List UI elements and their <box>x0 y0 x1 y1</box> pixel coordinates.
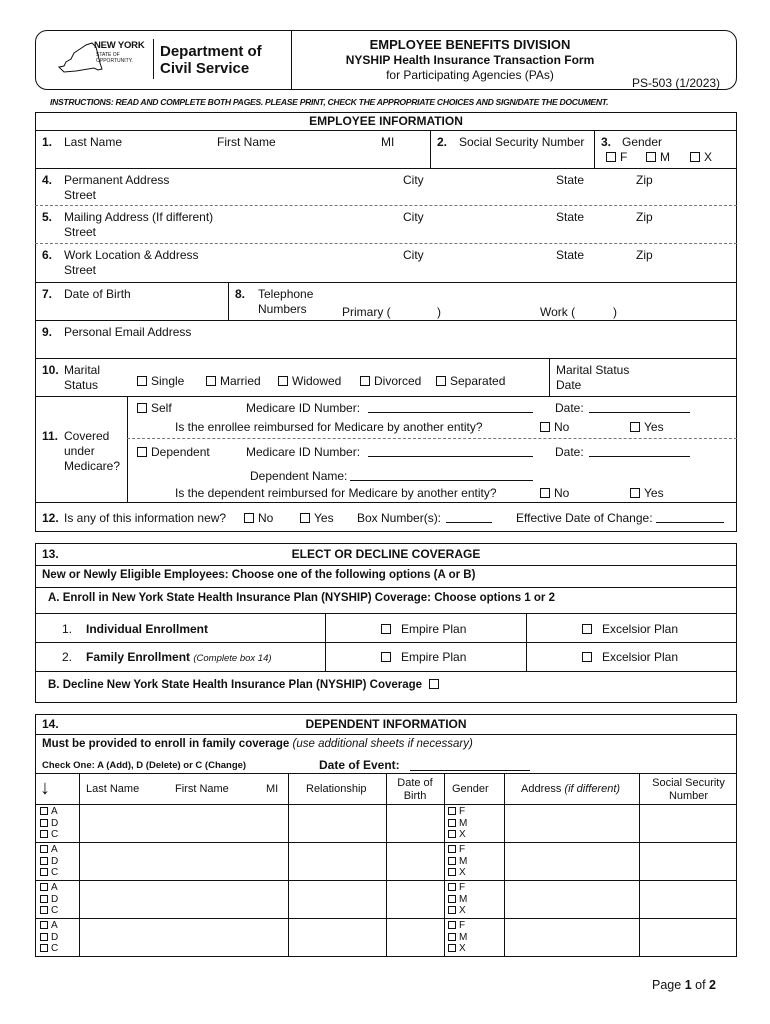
new-employees-instruction: New or Newly Eligible Employees: Choose one of the following options (A or B) <box>42 569 476 581</box>
coverage-title: ELECT OR DECLINE COVERAGE <box>291 547 481 561</box>
dept-line1: Department of <box>160 43 262 60</box>
state-label: State <box>556 173 585 187</box>
last-name-label: Last Name <box>64 135 123 149</box>
medicare-id-label: Medicare ID Number: <box>246 401 361 415</box>
ny-logo <box>56 37 154 81</box>
email-label: Personal Email Address <box>64 325 192 339</box>
field-4-num: 4. <box>42 173 53 187</box>
form-subtitle: for Participating Agencies (PAs) <box>386 68 554 82</box>
adc-checkbox[interactable]: C <box>40 867 58 878</box>
adc-checkbox[interactable]: A <box>40 806 58 817</box>
field-12-num: 12. <box>42 511 59 525</box>
gender-x-checkbox[interactable]: X <box>690 150 712 164</box>
adc-checkbox[interactable]: A <box>40 920 58 931</box>
gender-checkbox[interactable]: X <box>448 829 466 840</box>
info-new-label: Is any of this information new? <box>64 511 227 525</box>
division-title: EMPLOYEE BENEFITS DIVISION <box>369 37 571 52</box>
col-relationship: Relationship <box>306 783 367 795</box>
dep-medicare-id-label: Medicare ID Number: <box>246 445 361 459</box>
mailing-address-label: Mailing Address (If different) <box>64 210 214 224</box>
box-numbers-label: Box Number(s): <box>357 511 442 525</box>
field-3-num: 3. <box>601 135 612 149</box>
info-new-no-checkbox[interactable]: No <box>244 511 273 525</box>
field-2-num: 2. <box>437 135 448 149</box>
dependent-yes-checkbox[interactable]: Yes <box>630 486 664 500</box>
date-of-event-input[interactable] <box>410 756 530 771</box>
family-excelsior-checkbox[interactable]: Excelsior Plan <box>582 650 678 664</box>
adc-checkbox[interactable]: C <box>40 829 58 840</box>
col-last-name: Last Name <box>86 783 140 795</box>
gender-label: Gender <box>622 135 663 149</box>
marital-single-checkbox[interactable]: Single <box>137 374 184 388</box>
medicare-dependent-checkbox[interactable]: Dependent <box>137 445 210 459</box>
gender-checkbox[interactable]: X <box>448 905 466 916</box>
dept-line2: Civil Service <box>160 60 250 77</box>
gender-checkbox[interactable]: M <box>448 932 467 943</box>
street-label: Street <box>64 188 97 202</box>
dependent-title: DEPENDENT INFORMATION <box>305 717 467 731</box>
marital-label: Marital <box>64 363 101 377</box>
medicare-self-checkbox[interactable]: Self <box>137 401 172 415</box>
adc-checkbox[interactable]: D <box>40 894 58 905</box>
field-11-num: 11. <box>42 429 59 443</box>
adc-checkbox[interactable]: A <box>40 844 58 855</box>
dep-medicare-date-label: Date: <box>555 445 584 459</box>
dep-name-input[interactable] <box>350 466 533 481</box>
gender-checkbox[interactable]: F <box>448 882 465 893</box>
city-label: City <box>403 210 424 224</box>
gender-checkbox[interactable]: X <box>448 943 466 954</box>
adc-checkbox[interactable]: C <box>40 943 58 954</box>
dependent-reimbursed-question: Is the dependent reimbursed for Medicare by another entity? <box>175 486 497 500</box>
adc-checkbox[interactable]: C <box>40 905 58 916</box>
col-gender: Gender <box>452 783 489 795</box>
street-label: Street <box>64 263 97 277</box>
individual-enrollment-label: Individual Enrollment <box>86 622 209 636</box>
enrollee-yes-checkbox[interactable]: Yes <box>630 420 664 434</box>
field-1-num: 1. <box>42 135 53 149</box>
medicare-date-label: Date: <box>555 401 584 415</box>
primary-phone-label: Primary ( <box>342 305 391 319</box>
down-arrow-icon: ↓ <box>40 777 50 799</box>
city-label: City <box>403 173 424 187</box>
city-label: City <box>403 248 424 262</box>
state-label: State <box>556 248 585 262</box>
gender-checkbox[interactable]: F <box>448 806 465 817</box>
option-2-num: 2. <box>62 650 73 664</box>
medicare-label: Medicare? <box>64 459 121 473</box>
box-numbers-input[interactable] <box>446 508 492 523</box>
form-code: PS-503 (1/2023) <box>632 76 721 90</box>
state-label: State <box>556 210 585 224</box>
col-ssn-line1: Social Security <box>652 777 725 789</box>
adc-checkbox[interactable]: D <box>40 818 58 829</box>
field-6-num: 6. <box>42 248 53 262</box>
option-a-label: A. Enroll in New York State Health Insurance Plan (NYSHIP) Coverage: Choose options 1 or 2 <box>48 592 555 604</box>
gender-checkbox[interactable]: F <box>448 920 465 931</box>
logo-sub1: STATE OF <box>96 52 120 58</box>
section-14-num: 14. <box>42 717 59 731</box>
col-mi: MI <box>266 783 279 795</box>
work-phone-label: Work ( <box>540 305 576 319</box>
status-label: Status <box>64 378 99 392</box>
effective-date-label: Effective Date of Change: <box>516 511 653 525</box>
first-name-label: First Name <box>217 135 276 149</box>
marital-widowed-checkbox[interactable]: Widowed <box>278 374 341 388</box>
family-empire-checkbox[interactable]: Empire Plan <box>381 650 466 664</box>
field-7-num: 7. <box>42 287 53 301</box>
zip-label: Zip <box>636 210 653 224</box>
dep-medicare-id-input[interactable] <box>368 442 533 457</box>
gender-checkbox[interactable]: X <box>448 867 466 878</box>
instructions: INSTRUCTIONS: READ AND COMPLETE BOTH PAGES. PLEASE PRINT, CHECK THE APPROPRIATE CHOICES AND SIGN/DATE THE DOCUMENT. <box>50 97 609 107</box>
zip-label: Zip <box>636 173 653 187</box>
col-dob-line2: Birth <box>403 790 427 802</box>
logo-sub2: OPPORTUNITY. <box>96 58 133 64</box>
col-ssn-line2: Number <box>668 790 709 802</box>
street-label: Street <box>64 225 97 239</box>
work-paren: ) <box>613 305 617 319</box>
numbers-label: Numbers <box>258 302 307 316</box>
work-location-label: Work Location & Address <box>64 248 199 262</box>
gender-checkbox[interactable]: F <box>448 844 465 855</box>
col-dob-line1: Date of <box>397 777 433 789</box>
info-new-yes-checkbox[interactable]: Yes <box>300 511 334 525</box>
dob-label: Date of Birth <box>64 287 131 301</box>
ssn-label: Social Security Number <box>459 135 585 149</box>
gender-checkbox[interactable]: M <box>448 856 467 867</box>
col-address: Address (if different) <box>521 783 621 795</box>
employee-info-title: EMPLOYEE INFORMATION <box>309 114 463 128</box>
medicare-id-input[interactable] <box>368 398 533 413</box>
check-one-label: Check One: A (Add), D (Delete) or C (Change) <box>42 760 247 771</box>
page-number: Page 1 of 2 <box>652 978 716 992</box>
zip-label: Zip <box>636 248 653 262</box>
marital-status-date-label: Marital Status <box>556 363 630 377</box>
marital-date-label: Date <box>556 378 582 392</box>
form-title: NYSHIP Health Insurance Transaction Form <box>345 53 595 67</box>
under-label: under <box>64 444 95 458</box>
date-of-event-label: Date of Event: <box>319 758 400 772</box>
decline-coverage-checkbox[interactable]: B. Decline New York State Health Insurance Plan (NYSHIP) Coverage <box>48 679 443 691</box>
family-enrollment-label: Family Enrollment (Complete box 14) <box>86 650 272 664</box>
individual-excelsior-checkbox[interactable]: Excelsior Plan <box>582 622 678 636</box>
adc-checkbox[interactable]: D <box>40 932 58 943</box>
gender-m-checkbox[interactable]: M <box>646 150 670 164</box>
gender-checkbox[interactable]: M <box>448 894 467 905</box>
telephone-label: Telephone <box>258 287 314 301</box>
field-8-num: 8. <box>235 287 246 301</box>
dep-name-label: Dependent Name: <box>250 469 348 483</box>
marital-married-checkbox[interactable]: Married <box>206 374 261 388</box>
individual-empire-checkbox[interactable]: Empire Plan <box>381 622 466 636</box>
col-first-name: First Name <box>175 783 229 795</box>
gender-checkbox[interactable]: M <box>448 818 467 829</box>
primary-paren: ) <box>437 305 441 319</box>
option-1-num: 1. <box>62 622 73 636</box>
covered-label: Covered <box>64 429 110 443</box>
field-10-num: 10. <box>42 363 59 377</box>
logo-state-name: NEW YORK <box>94 40 145 51</box>
mi-label: MI <box>381 135 395 149</box>
dependent-no-checkbox[interactable]: No <box>540 486 569 500</box>
permanent-address-label: Permanent Address <box>64 173 170 187</box>
gender-f-checkbox[interactable]: F <box>606 150 627 164</box>
medicare-date-input[interactable] <box>589 398 690 413</box>
enrollee-no-checkbox[interactable]: No <box>540 420 569 434</box>
effective-date-input[interactable] <box>656 508 724 523</box>
marital-divorced-checkbox[interactable]: Divorced <box>360 374 421 388</box>
field-9-num: 9. <box>42 325 53 339</box>
adc-checkbox[interactable]: A <box>40 882 58 893</box>
marital-separated-checkbox[interactable]: Separated <box>436 374 505 388</box>
enrollee-reimbursed-question: Is the enrollee reimbursed for Medicare by another entity? <box>175 420 483 434</box>
field-5-num: 5. <box>42 210 53 224</box>
dep-medicare-date-input[interactable] <box>589 442 690 457</box>
adc-checkbox[interactable]: D <box>40 856 58 867</box>
section-13-num: 13. <box>42 547 59 561</box>
must-provide-label: Must be provided to enroll in family coverage (use additional sheets if necessary) <box>42 738 473 750</box>
